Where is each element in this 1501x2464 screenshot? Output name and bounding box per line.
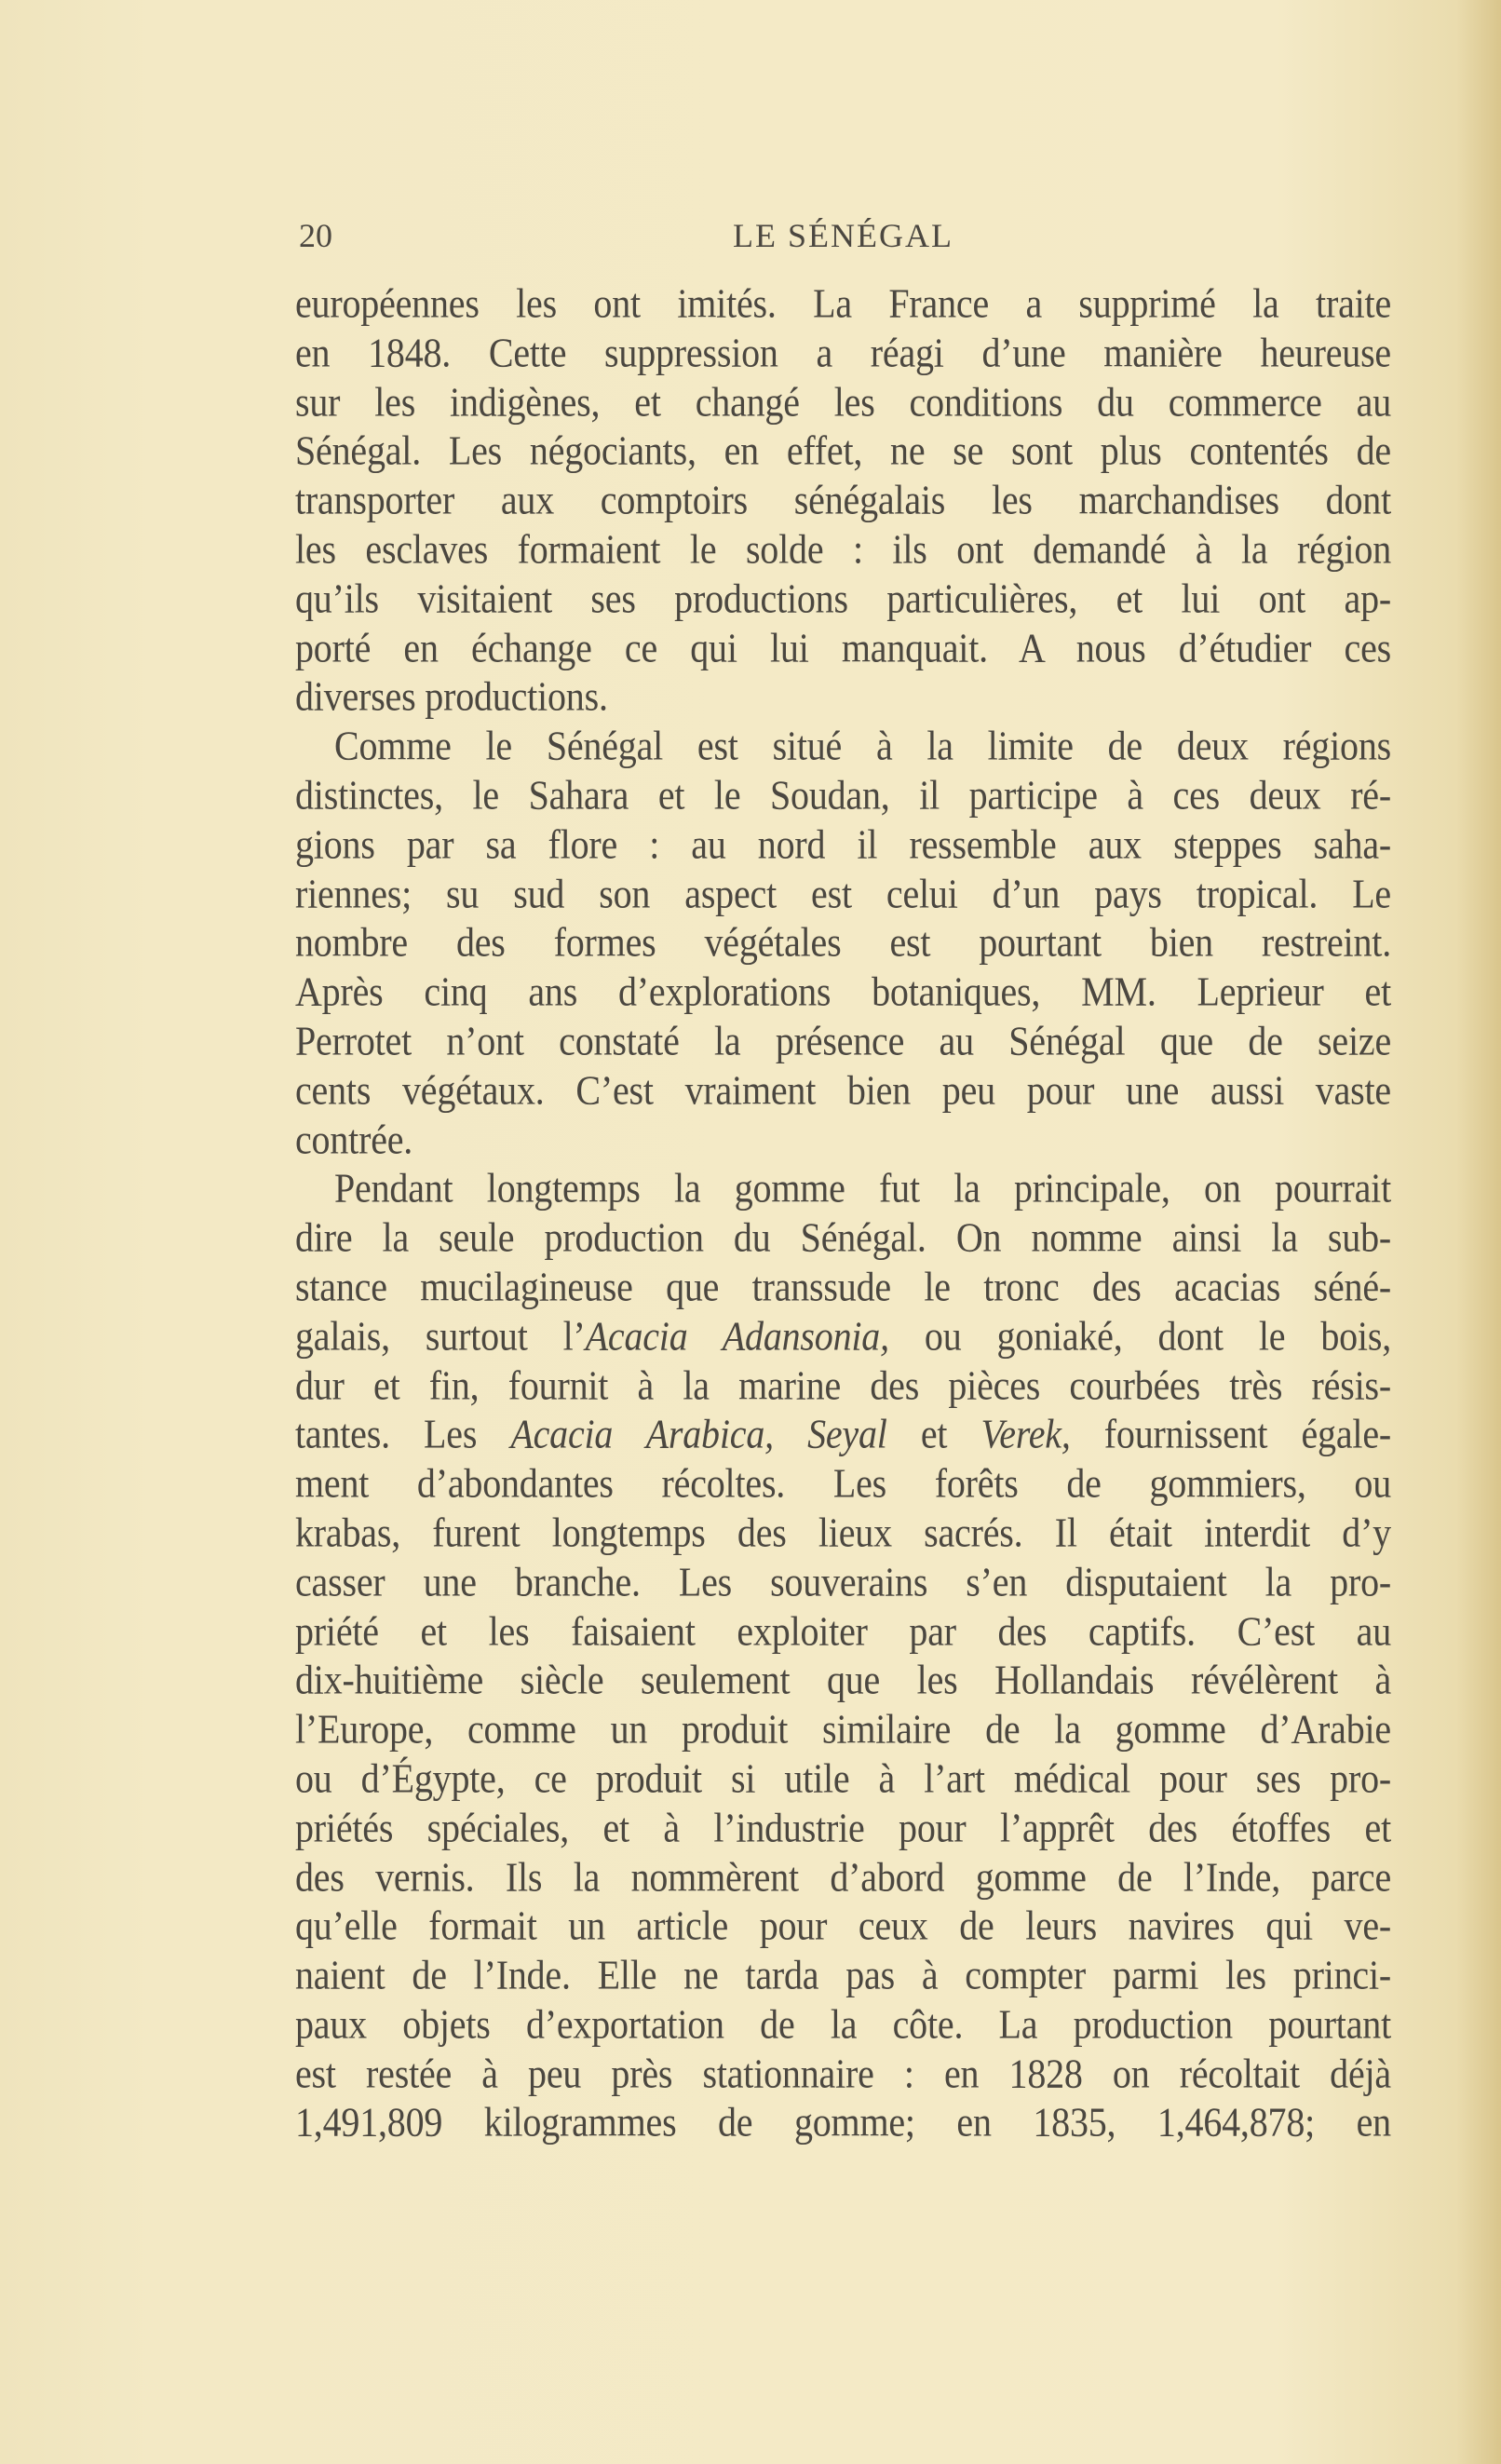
text-segment: et (886, 1410, 981, 1457)
text-segment: qu’elle formait un article pour ceux de leurs navires qui ve- (295, 1902, 1391, 1949)
text-segment: gions par sa flore : au nord il ressemble aux steppes saha- (295, 820, 1391, 867)
text-segment: priétés spéciales, et à l’industrie pour l’apprêt des étoffes et (295, 1804, 1391, 1850)
text-segment: dur et fin, fournit à la marine des pièces courbées très résis- (295, 1361, 1391, 1408)
text-line (295, 1113, 1391, 1167)
text-line (295, 966, 1391, 1020)
text-segment: porté en échange ce qui lui manquait. A nous d’étudier ces (295, 624, 1391, 670)
text-segment: nombre des formes végétales est pourtant bien restreint. (295, 919, 1391, 966)
italic-text-segment: Verek, (980, 1410, 1071, 1457)
page-number: 20 (299, 217, 332, 254)
text-line (295, 572, 1391, 626)
text-segment: Pendant longtemps la gomme fut la principale, on pourrait (334, 1165, 1391, 1212)
text-segment: Sénégal. Les négociants, en effet, ne se sont plus contentés de (295, 427, 1391, 474)
text-segment: krabas, furent longtemps des lieux sacrés. Il était interdit d’y (295, 1509, 1391, 1556)
text-segment: Après cinq ans d’explorations botaniques, MM. Leprieur et (295, 968, 1391, 1015)
text-line (295, 1309, 1391, 1363)
text-segment: qu’ils visitaient ses productions particulières, et lui ont ap- (295, 575, 1391, 621)
text-segment: des vernis. Ils la nommèrent d’abord gomme de l’Inde, parce (295, 1853, 1391, 1900)
text-segment: stance mucilagineuse que transsude le tronc des acacias séné- (295, 1263, 1391, 1310)
text-line (295, 474, 1391, 528)
text-line (295, 670, 1391, 724)
text-segment: est restée à peu près stationnaire : en 1828 on récoltait déjà (295, 2050, 1391, 2096)
italic-text-segment: Acacia Arabica, Seyal (510, 1410, 887, 1457)
text-segment: priété et les faisaient exploiter par des captifs. C’est au (295, 1607, 1391, 1654)
text-segment: en 1848. Cette suppression a réagi d’une manière heureuse (295, 329, 1391, 375)
text-line (295, 1408, 1391, 1462)
text-line (295, 375, 1391, 429)
text-segment: l’Europe, comme un produit similaire de la gomme d’Arabie (295, 1705, 1391, 1753)
text-line (295, 326, 1391, 380)
text-line (295, 1654, 1391, 1708)
text-segment: contrée. (295, 1116, 413, 1162)
text-line (295, 522, 1391, 576)
text-line (295, 1997, 1391, 2051)
text-line (295, 1702, 1391, 1756)
text-segment: sur les indigènes, et changé les conditions du commerce au (295, 378, 1391, 425)
text-segment: ou d’Égypte, ce produit si utile à l’art médical pour ses pro- (295, 1754, 1391, 1802)
text-line (295, 1212, 1391, 1266)
text-segment: tantes. Les (295, 1410, 511, 1457)
text-segment: Perrotet n’ont constaté la présence au Sénégal que de seize (295, 1017, 1391, 1064)
text-segment: 1,491,809 kilogrammes de gomme; en 1835, 1,464,878; en (295, 2099, 1391, 2146)
running-title: LE SÉNÉGAL (733, 217, 953, 254)
text-line (295, 1850, 1391, 1904)
text-line (295, 621, 1391, 675)
text-line (295, 1948, 1391, 2002)
text-line (295, 1063, 1391, 1117)
text-line (295, 1604, 1391, 1658)
text-line (295, 1162, 1391, 1216)
page-header (295, 210, 1391, 261)
text-line (295, 1014, 1391, 1068)
text-line (295, 1260, 1391, 1314)
text-line (295, 818, 1391, 872)
text-segment: distinctes, le Sahara et le Soudan, il participe à ces deux ré- (295, 771, 1391, 819)
text-segment: transporter aux comptoirs sénégalais les marchandises dont (295, 476, 1391, 523)
body-text (295, 279, 1391, 2147)
text-line (295, 768, 1391, 822)
italic-text-segment: Acacia Adansonia, (585, 1312, 889, 1359)
text-line (295, 867, 1391, 921)
text-segment: naient de l’Inde. Elle ne tarda pas à compter parmi les princi- (295, 1951, 1391, 1998)
text-segment: fournissent égale- (1070, 1410, 1391, 1457)
text-line (295, 277, 1391, 331)
text-line (295, 2047, 1391, 2101)
text-line (295, 1801, 1391, 1855)
text-segment: paux objets d’exportation de la côte. La production pourtant (295, 2000, 1391, 2048)
text-segment: dix-huitième siècle seulement que les Hollandais révélèrent à (295, 1656, 1391, 1703)
text-segment: riennes; su sud son aspect est celui d’un pays tropical. Le (295, 870, 1391, 916)
text-line (295, 1752, 1391, 1806)
text-segment: ou goniaké, dont le bois, (888, 1312, 1391, 1359)
text-segment: diverses productions. (295, 673, 608, 720)
text-segment: les esclaves formaient le solde : ils ont demandé à la région (295, 525, 1391, 573)
text-segment: européennes les ont imités. La France a supprimé la traite (295, 279, 1391, 327)
text-line (295, 1555, 1391, 1609)
text-line (295, 720, 1391, 774)
text-segment: cents végétaux. C’est vraiment bien peu pour une aussi vaste (295, 1066, 1391, 1113)
text-segment: casser une branche. Les souverains s’en disputaient la pro- (295, 1558, 1391, 1604)
text-line (295, 916, 1391, 970)
text-segment: Comme le Sénégal est situé à la limite de deux régions (334, 722, 1391, 769)
text-segment: ment d’abondantes récoltes. Les forêts de gommiers, ou (295, 1459, 1391, 1507)
text-line (295, 1506, 1391, 1560)
text-line (295, 1900, 1391, 1954)
text-line (295, 2096, 1391, 2150)
text-line (295, 1456, 1391, 1510)
text-segment: galais, surtout l’ (295, 1312, 586, 1359)
text-line (295, 1359, 1391, 1413)
text-line (295, 425, 1391, 479)
text-segment: dire la seule production du Sénégal. On nomme ainsi la sub- (295, 1213, 1391, 1261)
